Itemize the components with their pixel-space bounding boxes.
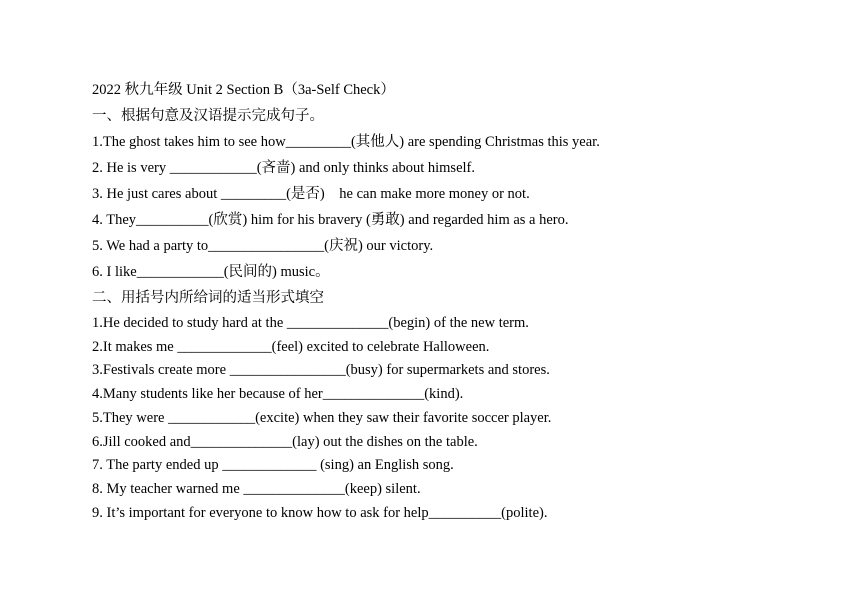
part1-heading: 一、根据句意及汉语提示完成句子。 (92, 108, 324, 124)
part2-item-7: 7. The party ended up _____________ (sing) an English song. (92, 457, 454, 473)
part2-item-2: 2.It makes me _____________(feel) excited to celebrate Halloween. (92, 339, 490, 355)
part1-item-5: 5. We had a party to________________(庆祝) our victory. (92, 238, 434, 254)
part1-item-3: 3. He just cares about _________(是否) he can make more money or not. (92, 186, 530, 202)
part2-item-5: 5.They were ____________(excite) when they saw their favorite soccer player. (92, 410, 552, 426)
part2-item-3: 3.Festivals create more ________________(busy) for supermarkets and stores. (92, 362, 550, 378)
part2-item-9: 9. It’s important for everyone to know how to ask for help__________(polite). (92, 505, 548, 521)
part2-item-1: 1.He decided to study hard at the ______________(begin) of the new term. (92, 315, 529, 331)
part1-item-2: 2. He is very ____________(吝啬) and only thinks about himself. (92, 160, 475, 176)
worksheet-title: 2022 秋九年级 Unit 2 Section B（3a-Self Check） (92, 82, 395, 98)
part2-item-6: 6.Jill cooked and______________(lay) out the dishes on the table. (92, 434, 478, 450)
part2-item-8: 8. My teacher warned me ______________(keep) silent. (92, 481, 421, 497)
part1-item-6: 6. I like____________(民间的) music。 (92, 264, 330, 280)
part1-item-1: 1.The ghost takes him to see how_________(其他人) are spending Christmas this year. (92, 134, 600, 150)
part2-item-4: 4.Many students like her because of her______________(kind). (92, 386, 464, 402)
part2-heading: 二、用括号内所给词的适当形式填空 (92, 290, 324, 306)
part1-item-4: 4. They__________(欣赏) him for his bravery (勇敢) and regarded him as a hero. (92, 212, 569, 228)
